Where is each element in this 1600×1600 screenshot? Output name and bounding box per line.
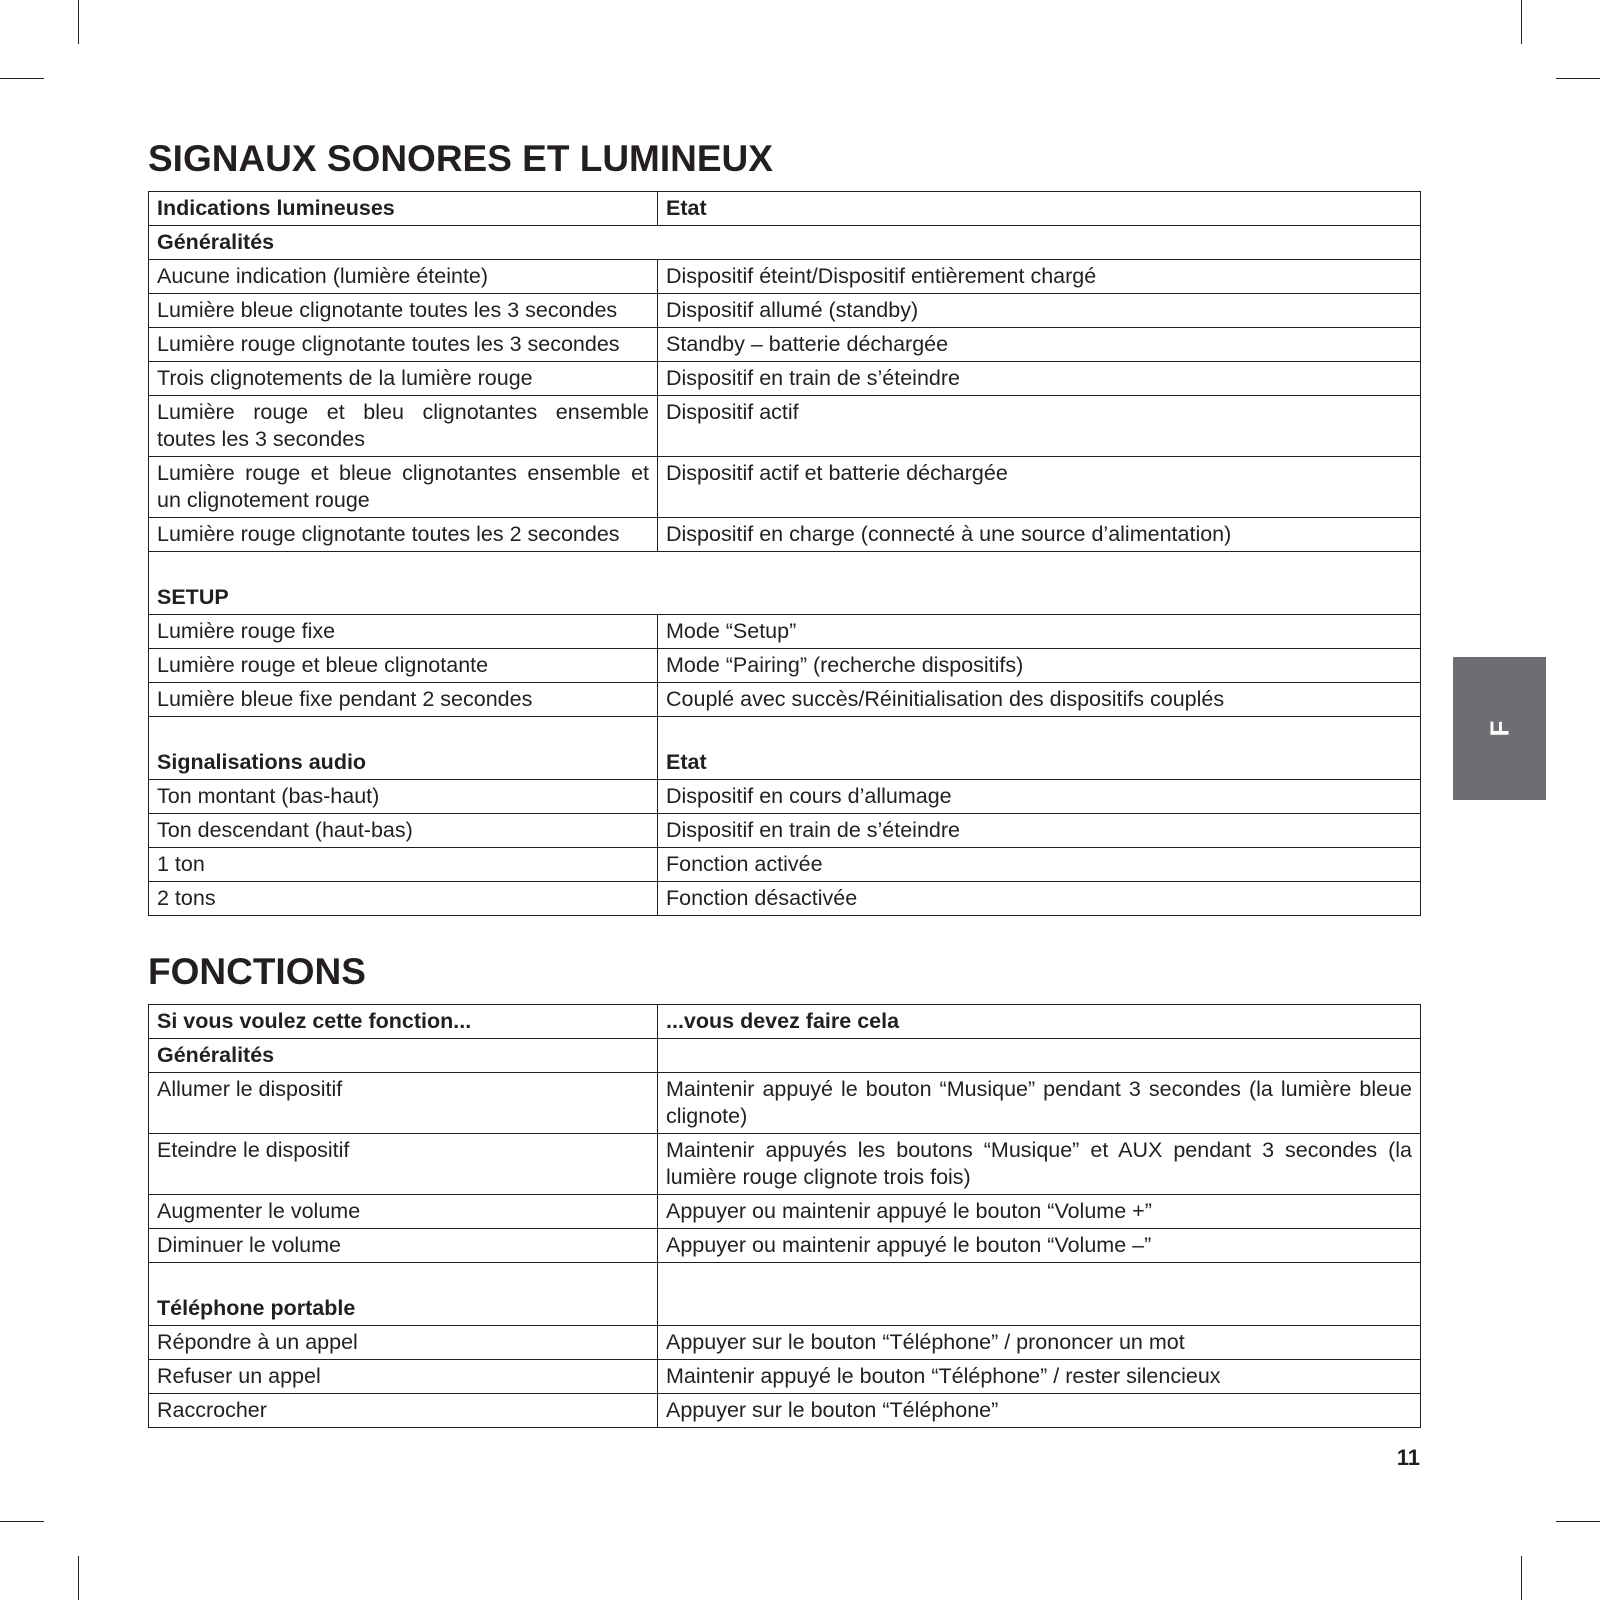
- empty-cell: [658, 1263, 1421, 1326]
- etat-cell: Mode “Setup”: [658, 615, 1421, 649]
- table-row: [149, 457, 1421, 518]
- signals-section-title: SIGNAUX SONORES ET LUMINEUX: [148, 138, 773, 179]
- etat-cell: Dispositif en charge (connecté à une source d’alimentation): [658, 518, 1421, 552]
- table-row: [149, 814, 1421, 848]
- table-section-row: [149, 717, 1421, 780]
- crop-mark: [1556, 1521, 1600, 1522]
- action-cell: Maintenir appuyés les boutons “Musique” et AUX pendant 3 secondes (la lumière rouge clignote trois fois): [658, 1134, 1421, 1195]
- empty-cell: [658, 1039, 1421, 1073]
- fonction-cell: Raccrocher: [149, 1394, 658, 1428]
- language-tab-label: F: [1483, 720, 1514, 737]
- table-row: [149, 396, 1421, 457]
- crop-mark: [0, 1521, 44, 1522]
- column-header: ...vous devez faire cela: [658, 1005, 1421, 1039]
- column-header: Indications lumineuses: [149, 192, 658, 226]
- etat-cell: Dispositif en cours d’allumage: [658, 780, 1421, 814]
- table-row: [149, 1229, 1421, 1263]
- etat-cell: Mode “Pairing” (recherche dispositifs): [658, 649, 1421, 683]
- crop-mark: [1521, 1556, 1522, 1600]
- table-row: [149, 1360, 1421, 1394]
- action-cell: Appuyer ou maintenir appuyé le bouton “Volume +”: [658, 1195, 1421, 1229]
- table-row: [149, 294, 1421, 328]
- crop-mark: [1556, 78, 1600, 79]
- indication-cell: 2 tons: [149, 882, 658, 916]
- fonction-cell: Augmenter le volume: [149, 1195, 658, 1229]
- section-heading: SETUP: [149, 552, 1421, 615]
- section-heading: Téléphone portable: [149, 1263, 658, 1326]
- table-row: [149, 882, 1421, 916]
- indication-cell: Ton descendant (haut-bas): [149, 814, 658, 848]
- fonction-cell: Répondre à un appel: [149, 1326, 658, 1360]
- section-heading: Etat: [658, 717, 1421, 780]
- etat-cell: Fonction activée: [658, 848, 1421, 882]
- etat-cell: Dispositif en train de s’éteindre: [658, 814, 1421, 848]
- action-cell: Appuyer ou maintenir appuyé le bouton “Volume –”: [658, 1229, 1421, 1263]
- table-section-row: [149, 1039, 1421, 1073]
- action-cell: Maintenir appuyé le bouton “Musique” pendant 3 secondes (la lumière bleue clignote): [658, 1073, 1421, 1134]
- fonction-cell: Refuser un appel: [149, 1360, 658, 1394]
- indication-cell: Ton montant (bas-haut): [149, 780, 658, 814]
- section-heading: Signalisations audio: [149, 717, 658, 780]
- table-section-row: [149, 226, 1421, 260]
- table-row: [149, 1394, 1421, 1428]
- table-row: [149, 362, 1421, 396]
- indication-cell: Trois clignotements de la lumière rouge: [149, 362, 658, 396]
- table-row: [149, 1195, 1421, 1229]
- crop-mark: [78, 0, 79, 44]
- table-section-row: [149, 552, 1421, 615]
- etat-cell: Dispositif actif et batterie déchargée: [658, 457, 1421, 518]
- table-row: [149, 683, 1421, 717]
- column-header: Etat: [658, 192, 1421, 226]
- crop-mark: [78, 1556, 79, 1600]
- etat-cell: Dispositif allumé (standby): [658, 294, 1421, 328]
- indication-cell: Aucune indication (lumière éteinte): [149, 260, 658, 294]
- action-cell: Appuyer sur le bouton “Téléphone”: [658, 1394, 1421, 1428]
- table-row: [149, 615, 1421, 649]
- signals-table: [148, 191, 1421, 916]
- section-heading: Généralités: [149, 226, 1421, 260]
- indication-cell: Lumière bleue clignotante toutes les 3 secondes: [149, 294, 658, 328]
- table-row: [149, 260, 1421, 294]
- table-row: [149, 780, 1421, 814]
- indication-cell: Lumière rouge clignotante toutes les 2 secondes: [149, 518, 658, 552]
- indication-cell: Lumière rouge et bleue clignotante: [149, 649, 658, 683]
- crop-mark: [1521, 0, 1522, 44]
- functions-table: [148, 1004, 1421, 1428]
- indication-cell: Lumière rouge et bleu clignotantes ensemble toutes les 3 secondes: [149, 396, 658, 457]
- language-tab: [1453, 657, 1546, 800]
- table-section-row: [149, 1263, 1421, 1326]
- etat-cell: Couplé avec succès/Réinitialisation des dispositifs couplés: [658, 683, 1421, 717]
- table-row: [149, 328, 1421, 362]
- action-cell: Appuyer sur le bouton “Téléphone” / prononcer un mot: [658, 1326, 1421, 1360]
- table-row: [149, 1134, 1421, 1195]
- etat-cell: Fonction désactivée: [658, 882, 1421, 916]
- etat-cell: Dispositif éteint/Dispositif entièrement chargé: [658, 260, 1421, 294]
- etat-cell: Standby – batterie déchargée: [658, 328, 1421, 362]
- table-row: [149, 848, 1421, 882]
- table-header-row: [149, 192, 1421, 226]
- indication-cell: Lumière bleue fixe pendant 2 secondes: [149, 683, 658, 717]
- crop-mark: [0, 78, 44, 79]
- fonction-cell: Diminuer le volume: [149, 1229, 658, 1263]
- fonction-cell: Eteindre le dispositif: [149, 1134, 658, 1195]
- table-row: [149, 518, 1421, 552]
- indication-cell: 1 ton: [149, 848, 658, 882]
- table-header-row: [149, 1005, 1421, 1039]
- table-row: [149, 1326, 1421, 1360]
- functions-section-title: FONCTIONS: [148, 951, 366, 992]
- page-number: 11: [1396, 1445, 1420, 1470]
- etat-cell: Dispositif actif: [658, 396, 1421, 457]
- table-row: [149, 1073, 1421, 1134]
- action-cell: Maintenir appuyé le bouton “Téléphone” / rester silencieux: [658, 1360, 1421, 1394]
- fonction-cell: Allumer le dispositif: [149, 1073, 658, 1134]
- indication-cell: Lumière rouge clignotante toutes les 3 secondes: [149, 328, 658, 362]
- table-row: [149, 649, 1421, 683]
- column-header: Si vous voulez cette fonction...: [149, 1005, 658, 1039]
- section-heading: Généralités: [149, 1039, 658, 1073]
- indication-cell: Lumière rouge fixe: [149, 615, 658, 649]
- etat-cell: Dispositif en train de s’éteindre: [658, 362, 1421, 396]
- indication-cell: Lumière rouge et bleue clignotantes ensemble et un clignotement rouge: [149, 457, 658, 518]
